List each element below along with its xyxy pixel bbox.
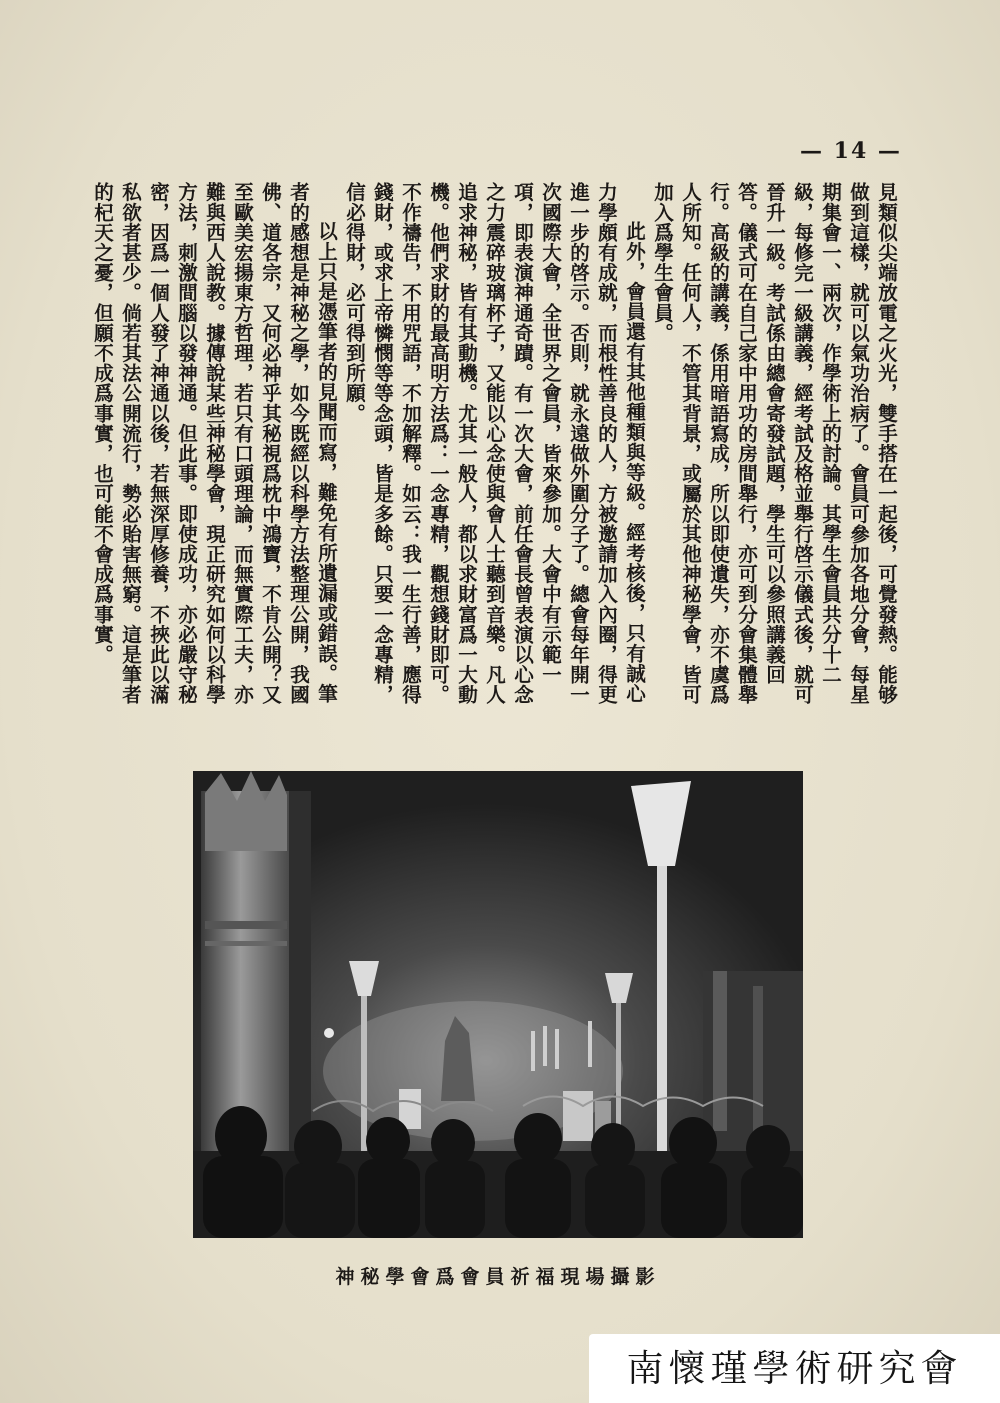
- paragraph-1: 見類似尖端放電之火光，雙手搭在一起後，可覺發熱。能够做到這樣，就可以氣功治病了。會員可參加各地分會，每星期集會一、兩次，作學術上的討論。其學生會員共分十二級，每修完一級講義，經考試及格並舉行啓示儀式後，就可晉升一級。考試係由總會寄發試題，學生可以參照講義回答。儀式可在自己家中用功的房間舉行，亦可到分會集體舉行。高級的講義，係用暗語寫成，所以即使遺失，亦不虞爲人所知。任何人，不管其背景，或屬於其他神秘學會，皆可加入爲學生會員。: [651, 182, 898, 705]
- photo-caption: 神秘學會爲會員祈福現場攝影: [335, 1266, 661, 1288]
- paragraph-2: 此外，會員還有其他種類與等級。經考核後，只有誠心力學頗有成就，而根性善良的人，方被邀請加入內圈，得更進一步的啓示。否則，就永遠做外圍分子了。總會每年開一次國際大會，全世界之會員，皆來參加。大會中有示範一項，即表演神通奇蹟。有一次大會，前任會長曾表演以心念之力震碎玻璃杯子，又能以心念使與會人士聽到音樂。凡人追求神秘，皆有其動機。尤其一般人，都以求財富爲一大動機。他們求財的最高明方法爲：一念專精，觀想錢財即可。不作禱告，不用咒語，不加解釋。如云：我一生行善，應得錢財，或求上帝憐憫等等念頭，皆是多餘。只要一念專精，信必得財，必可得到所願。: [343, 182, 646, 705]
- ceremony-photo-image: [193, 771, 803, 1238]
- page-number: — 14 —: [800, 138, 902, 164]
- ceremony-photo: [193, 771, 803, 1238]
- paragraph-3: 以上只是憑筆者的見聞而寫，難免有所遺漏或錯誤。筆者的感想是神秘之學，如今既經以科學方法整理公開，我國佛、道各宗，又何必神乎其秘視爲枕中鴻寶，不肯公開？又至歐美宏揚東方哲理，若只有口頭理論，而無實際工夫，亦難與西人說教。據傳說某些神秘學會，現正研究如何以科學方法，刺激間腦以發神通。但此事。即使成功，亦必嚴守秘密，因爲一個人發了神通以後，若無深厚修養，不挾此以滿私欲者甚少。倘若其法公開流行，勢必貽害無窮。這是筆者的杞天之憂，但願不成爲事實，也可能不會成爲事實。: [91, 182, 338, 705]
- article-body: [91, 182, 900, 722]
- watermark-box: [589, 1334, 1000, 1403]
- watermark-text: 南懷瑾學術研究會: [626, 1347, 963, 1390]
